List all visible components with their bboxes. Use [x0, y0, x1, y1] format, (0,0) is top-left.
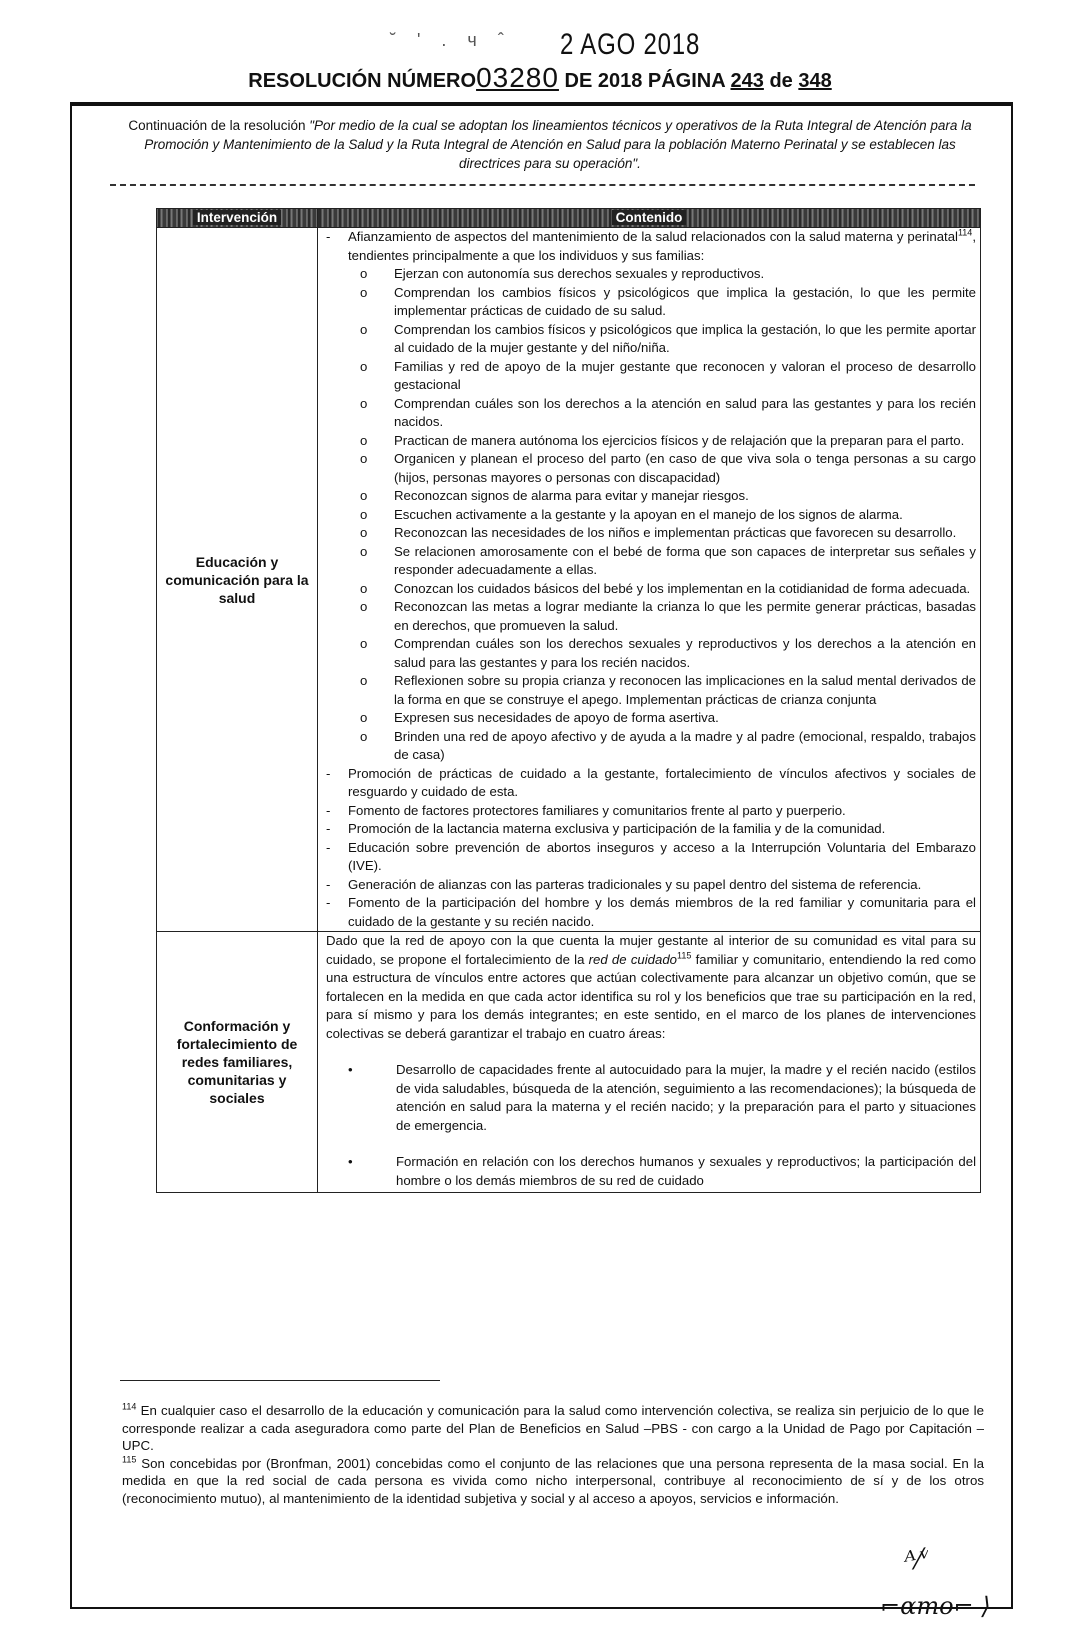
continuation-note [120, 116, 980, 173]
item-text: Organicen y planean el proceso del parto (en caso de que viva sola o tenga personas a su cargo (hijos, personas mayores o personas con discapacidad) [394, 451, 976, 485]
paragraph [322, 932, 976, 1043]
item-text [348, 228, 976, 265]
intro-text: Afianzamiento de aspectos del mantenimiento de la salud relacionados con la salud materna y perinatal [348, 229, 958, 244]
list-item [322, 765, 976, 802]
para-text: Dado que la red de apoyo con la que cuenta la mujer gestante al interior de su comunidad es vital para su cuidado, se propone el fortalecimiento de la [326, 933, 976, 967]
sub-list-item [322, 395, 976, 432]
page-number: 243 [730, 70, 764, 92]
stamp-marks: ˘ ' . ч ˆ [390, 30, 512, 50]
footnote-separator [120, 1380, 440, 1381]
bullet-item [322, 1153, 976, 1190]
footnote-ref: 114 [957, 227, 973, 238]
list-marker: o [360, 673, 368, 688]
item-text: Reflexionen sobre su propia crianza y reconocen las implicaciones en la salud mental derivados de la forma en que se construye el apego. Implementan prácticas de crianza conjunta [394, 673, 976, 707]
list-item [322, 894, 976, 931]
content-cell [318, 932, 981, 1193]
dashed-divider [110, 184, 975, 186]
item-text: Formación en relación con los derechos humanos y sexuales y reproductivos; la participación del hombre o los demás miembros de su red de cuidado [396, 1154, 976, 1188]
list-marker: - [326, 802, 331, 818]
list-marker: - [326, 229, 331, 244]
header-label: Contenido [612, 210, 687, 225]
sub-list-item [322, 672, 976, 709]
header-contenido [318, 209, 981, 228]
continuation-title: "Por medio de la cual se adoptan los lineamientos técnicos y operativos de la Ruta Integral de Atención para la Promoción y Mantenimiento de la Salud y la Ruta Integral de Atención en Salud para la población Materno Perinatal y se establecen las directrices para su operación". [144, 118, 972, 171]
item-text: Educación sobre prevención de abortos inseguros y acceso a la Interrupción Voluntaria del Embarazo (IVE). [348, 839, 976, 873]
sub-list-item [322, 321, 976, 358]
signature: ⌐ɑmo⌐ ⟩ [880, 1592, 991, 1620]
item-text: Expresen sus necesidades de apoyo de forma asertiva. [394, 710, 719, 725]
list-marker: o [360, 599, 368, 614]
footnote-text: En cualquier caso el desarrollo de la educación y comunicación para la salud como intervención colectiva, se realiza sin perjuicio de lo que le corresponde realizar a cada aseguradora como parte del Plan de Beneficios en Salud –PBS - con cargo a la Unidad de Pago por Capitación –UPC. [122, 1403, 984, 1453]
list-item [322, 820, 976, 839]
continuation-lead: Continuación de la resolución [128, 118, 310, 133]
sub-list-item [322, 524, 976, 543]
intervention-cell: Conformación y fortalecimiento de redes familiares, comunitarias y sociales [157, 932, 318, 1193]
sub-list-item [322, 432, 976, 451]
resolution-header [0, 62, 1080, 94]
footnote-text: Son concebidas por (Bronfman, 2001) concebidas como el conjunto de las relaciones que una persona representa de la masa social. En la medida en que la red social de cada persona es vivida como nicho interpersonal, contribuye al reconocimiento de sí y de los otros (reconocimiento mutuo), al mantenimiento de la identidad subjetiva y social y al acceso a apoyos, servicios e información. [122, 1455, 984, 1506]
item-text: Comprendan los cambios físicos y psicológicos que implica la gestación, lo que les permite aportar al cuidado de la mujer gestante y del niño/niña. [394, 321, 976, 355]
intervention-cell: Educación y comunicación para la salud [157, 228, 318, 932]
sub-list-item [322, 580, 976, 599]
item-text: Conozcan los cuidados básicos del bebé y los implementan en la cotidianidad de forma adecuada. [394, 580, 971, 596]
item-text: Reconozcan signos de alarma para evitar y manejar riesgos. [394, 488, 749, 503]
list-marker: o [360, 432, 368, 448]
item-text: Familias y red de apoyo de la mujer gestante que reconocen y valoran el proceso de desarrollo gestacional [394, 358, 976, 392]
list-item [322, 802, 976, 821]
item-text: Practican de manera autónoma los ejercicios físicos y de relajación que la preparan para el parto. [394, 432, 965, 448]
para-emphasis: red de cuidado [588, 951, 678, 967]
header-intervencion [157, 209, 318, 228]
item-text: Comprendan los cambios físicos y psicológicos que implica la gestación, lo que les permite implementar prácticas de cuidado de su salud. [394, 284, 976, 318]
page-total: 348 [798, 70, 832, 92]
content-cell [318, 228, 981, 932]
sub-list-item [322, 358, 976, 395]
sub-list-item [322, 728, 976, 765]
list-marker: - [326, 895, 331, 910]
sub-list-item [322, 709, 976, 728]
item-text: Brinden una red de apoyo afectivo y de ayuda a la madre y al padre (emocional, respaldo, trabajos de casa) [394, 728, 976, 762]
list-marker: o [360, 728, 368, 744]
item-text: Comprendan cuáles son los derechos sexuales y reproductivos y los derechos a la atención en salud para las gestantes y para los recién nacidos. [394, 636, 976, 670]
list-marker: o [360, 488, 368, 503]
item-text: Escuchen activamente a la gestante y la apoyan en el manejo de los signos de alarma. [394, 506, 903, 522]
resolution-number: 03280 [476, 62, 559, 93]
list-marker: - [326, 876, 331, 892]
header-label: Intervención [193, 210, 281, 225]
sub-list-item [322, 635, 976, 672]
list-marker: - [326, 839, 331, 855]
intro-item [322, 228, 976, 265]
list-marker: - [326, 821, 331, 836]
date-stamp: 2 AGO 2018 [560, 28, 701, 61]
list-marker: o [360, 525, 368, 540]
list-marker: • [348, 1062, 353, 1077]
list-marker: o [360, 543, 368, 559]
item-text: Ejerzan con autonomía sus derechos sexuales y reproductivos. [394, 266, 765, 281]
table-row [157, 932, 981, 1193]
list-marker: o [360, 451, 368, 466]
item-text: Desarrollo de capacidades frente al autocuidado para la mujer, la madre y el recién nacido (estilos de vida saludables, búsqueda de la atención, seguimiento a las recomendaciones); la búsqueda de atención en salud para la materna y el recién nacido; y la preparación para el parto y situaciones de emergencia. [396, 1062, 976, 1133]
list-marker: o [360, 266, 368, 281]
list-marker: o [360, 321, 368, 337]
para-text: familiar y comunitario, entendiendo la red como una estructura de vínculos entre actores que actúan colectivamente para alcanzar un objetivo común, que se fortalecen en la medida en que cada actor identifica su rol y los beneficios que trae su participación en la red, para sí mismo y para los demás integrantes; en este sentido, en el marco de los planes de intervenciones colectivas se deberá garantizar el trabajo en cuatro áreas: [326, 951, 976, 1041]
item-text: Generación de alianzas con las parteras tradicionales y su papel dentro del sistema de referencia. [348, 876, 922, 892]
list-marker: o [360, 284, 368, 300]
item-text: Fomento de factores protectores familiares y comunitarios frente al parto y puerperio. [348, 802, 846, 818]
sub-list-item [322, 598, 976, 635]
footnotes [122, 1402, 984, 1507]
list-marker: o [360, 395, 368, 411]
list-marker: o [360, 580, 368, 596]
intro-rest: , tendientes principalmente a que los individuos y sus familias: [348, 229, 976, 263]
sub-list-item [322, 487, 976, 506]
item-text: Promoción de la lactancia materna exclusiva y participación de la familia y de la comunidad. [348, 821, 886, 836]
sub-list-item [322, 506, 976, 525]
list-item [322, 876, 976, 895]
item-text: Comprendan cuáles son los derechos a la atención en salud para las gestantes y para los recién nacidos. [394, 395, 976, 429]
header-of: de [769, 70, 793, 92]
list-marker: o [360, 506, 368, 522]
sub-list-item [322, 284, 976, 321]
footnote-ref: 115 [677, 950, 692, 961]
list-item [322, 839, 976, 876]
item-text: Se relacionen amorosamente con el bebé de forma que son capaces de interpretar sus señales y responder adecuadamente a ellas. [394, 543, 976, 577]
interventions-table [156, 208, 981, 1193]
list-marker: o [360, 358, 368, 374]
list-marker: • [348, 1154, 353, 1169]
list-marker: o [360, 710, 368, 725]
item-text: Reconozcan las necesidades de los niños e implementan prácticas que favorecen su desarrollo. [394, 525, 957, 540]
sub-list-item [322, 543, 976, 580]
footnote [122, 1402, 984, 1455]
sub-list-item [322, 265, 976, 284]
footnote-number: 115 [122, 1454, 137, 1465]
footnote [122, 1455, 984, 1508]
item-text: Reconozcan las metas a lograr mediante la crianza lo que les permite generar prácticas, basadas en derechos, que promueven la salud. [394, 599, 976, 633]
table-row [157, 228, 981, 932]
list-marker: - [326, 765, 331, 781]
initials-signature: ᴬ⁄ᵛ [902, 1542, 934, 1578]
footnote-number: 114 [122, 1401, 137, 1412]
list-marker: o [360, 636, 368, 651]
bullet-item [322, 1061, 976, 1135]
header-year-page: DE 2018 PÁGINA [564, 70, 725, 92]
item-text: Promoción de prácticas de cuidado a la gestante, fortalecimiento de vínculos afectivos y sociales de resguardo y cuidado de esta. [348, 765, 976, 799]
header-prefix: RESOLUCIÓN NÚMERO [248, 70, 477, 92]
item-text: Fomento de la participación del hombre y los demás miembros de la red familiar y comunitaria para el cuidado de la gestante y su recién nacido. [348, 895, 976, 929]
sub-list-item [322, 450, 976, 487]
